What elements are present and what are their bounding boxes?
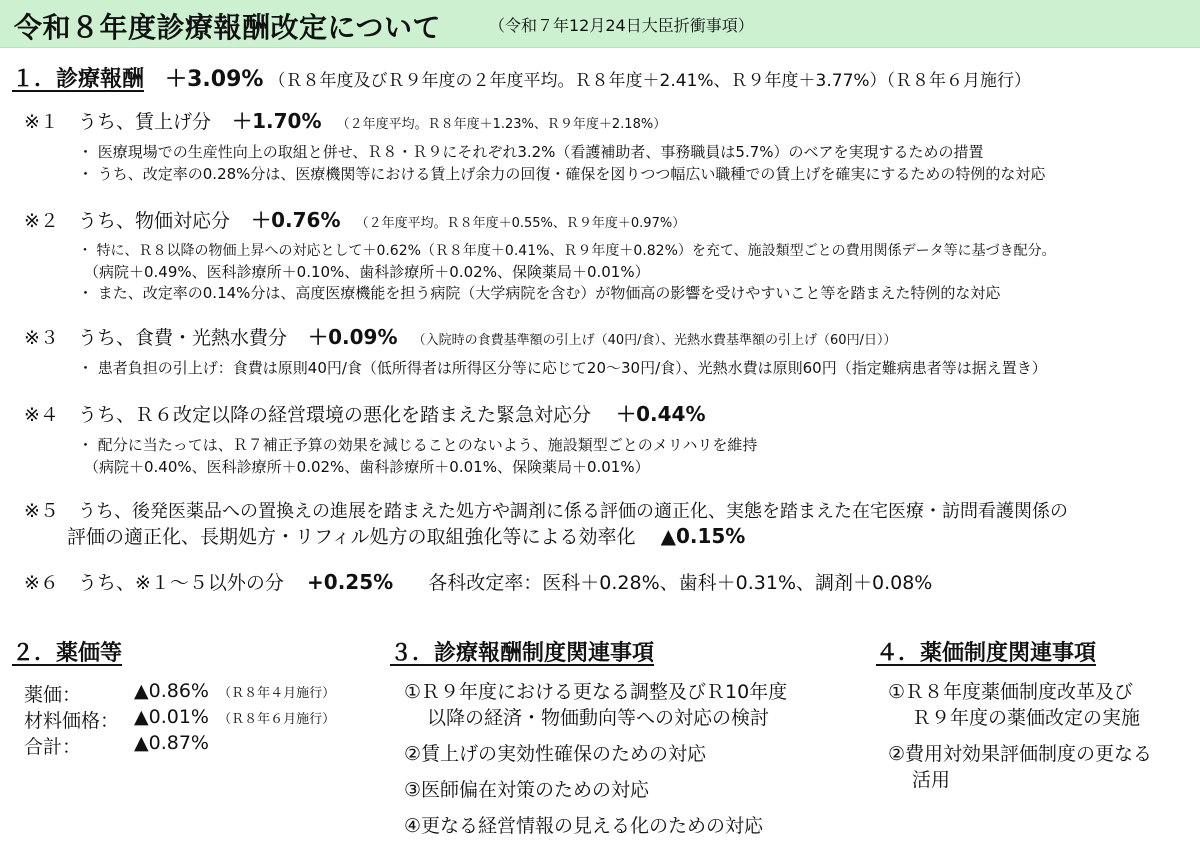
item-2-bullet-1: ・ 特に、Ｒ８以降の物価上昇への対応として＋0.62%（Ｒ８年度＋0.41%、Ｒ９年度＋0.82%）を充て、施設類型ごとの費用関係データ等に基づき配分。 <box>78 243 1056 259</box>
page-title-note: （令和７年12月24日大臣折衝事項） <box>489 16 754 35</box>
item-6-rate: +0.25% <box>307 570 394 594</box>
sec2-row-2-rate: ▲0.01% <box>134 706 209 728</box>
item-1-rate: ＋1.70% <box>232 109 322 133</box>
section-2-heading: ２．薬価等 <box>12 641 123 666</box>
sec3-item-3: ③医師偏在対策のための対応 <box>404 779 650 801</box>
sec3-item-1-line-1: ①Ｒ９年度における更なる調整及びＲ10年度 <box>404 681 788 703</box>
item-5-header <box>24 496 1068 523</box>
item-1-mark: ※１ <box>24 111 59 133</box>
item-6-label: うち、※１～５以外の分 <box>78 572 284 594</box>
item-6-department-rates: 各科改定率：医科＋0.28%、歯科＋0.31%、調剤＋0.08% <box>428 572 933 594</box>
sec4-item-1-line-1: ①Ｒ８年度薬価制度改革及び <box>888 681 1134 703</box>
sec4-item-2-line-2: 活用 <box>912 769 951 791</box>
item-2-note: （２年度平均。Ｒ８年度＋0.55%、Ｒ９年度＋0.97%） <box>355 216 686 231</box>
item-5-rate: ▲0.15% <box>660 524 746 548</box>
section-4-heading: ４．薬価制度関連事項 <box>876 641 1097 666</box>
item-2-bullet-2: ・ また、改定率の0.14%分は、高度医療機能を担う病院（大学病院を含む）が物価高の影響を受けやすいこと等を踏まえた特例的な対応 <box>78 284 1001 302</box>
item-1-note: （２年度平均。Ｒ８年度＋1.23%、Ｒ９年度＋2.18%） <box>336 117 667 132</box>
item-5-line-2: 評価の適正化、長期処方・リフィル処方の取組強化等による効率化 <box>67 526 636 548</box>
sec2-row-3-label: 合計： <box>24 736 82 758</box>
section-1-detail: （Ｒ８年度及びＲ９年度の２年度平均。Ｒ８年度＋2.41%、Ｒ９年度＋3.77%）（Ｒ８年６月施行） <box>268 71 1032 91</box>
sec2-row-2-note: （Ｒ８年６月施行） <box>218 712 336 727</box>
item-6-header <box>24 568 932 595</box>
item-4-bullet-1-breakdown: （病院＋0.40%、医科診療所＋0.02%、歯科診療所＋0.01%、保険薬局＋0.01%） <box>84 458 650 476</box>
sec2-row-1-note: （Ｒ８年４月施行） <box>218 686 336 701</box>
item-5-line-1: うち、後発医薬品への置換えの進展を踏まえた処方や調剤に係る評価の適正化、実態を踏まえた在宅医療・訪問看護関係の <box>78 501 1069 522</box>
item-2-bullet-1-breakdown: （病院＋0.49%、医科診療所＋0.10%、歯科診療所＋0.02%、保険薬局＋0.01%） <box>84 263 650 281</box>
item-4-header <box>24 398 706 427</box>
item-3-mark: ※３ <box>24 327 59 349</box>
page-title: 令和８年度診療報酬改定について <box>14 11 441 44</box>
sec3-item-4: ④更なる経営情報の見える化のための対応 <box>404 815 764 837</box>
sec3-item-2: ②賃上げの実効性確保のための対応 <box>404 743 707 765</box>
item-1-bullet-1: ・ 医療現場での生産性向上の取組と併せ、Ｒ８・Ｒ９にそれぞれ3.2%（看護補助者、事務職員は5.7%）のベアを実現するための措置 <box>78 143 984 161</box>
item-6-mark: ※６ <box>24 572 59 594</box>
section-1-rate: ＋3.09% <box>165 67 264 92</box>
item-1-label: うち、賃上げ分 <box>78 111 212 133</box>
sec2-row-3-rate: ▲0.87% <box>134 732 209 754</box>
item-3-header <box>24 321 896 350</box>
item-4-label: うち、Ｒ６改定以降の経営環境の悪化を踏まえた緊急対応分 <box>78 404 592 426</box>
item-1-bullet-2: ・ うち、改定率の0.28%分は、医療機関等における賃上げ余力の回復・確保を図りつつ幅広い職種での賃上げを確実にするための特例的な対応 <box>78 165 1046 183</box>
item-5-line-2-row <box>67 522 745 549</box>
sec4-item-2-line-1: ②費用対効果評価制度の更なる <box>888 743 1153 765</box>
item-4-mark: ※４ <box>24 404 59 426</box>
item-1-header <box>24 105 666 134</box>
item-4-bullet-1: ・ 配分に当たっては、Ｒ７補正予算の効果を減じることのないよう、施設類型ごとのメリハリを維持 <box>78 436 758 454</box>
sec3-item-1-line-2: 以降の経済・物価動向等への対応の検討 <box>427 707 770 729</box>
title-banner <box>0 0 1200 48</box>
item-2-mark: ※２ <box>24 210 59 232</box>
item-5-mark: ※５ <box>24 500 59 522</box>
item-2-label: うち、物価対応分 <box>78 210 231 232</box>
sec2-row-1-value <box>134 680 335 702</box>
item-3-rate: ＋0.09% <box>308 325 398 349</box>
section-3-heading: ３．診療報酬制度関連事項 <box>390 641 655 666</box>
item-3-bullet-1: ・ 患者負担の引上げ：食費は原則40円/食（低所得者は所得区分等に応じて20～30円/食）、光熱水費は原則60円（指定難病患者等は据え置き） <box>78 359 1047 377</box>
item-4-rate: ＋0.44% <box>616 402 706 426</box>
section-1-header <box>12 62 1031 93</box>
sec2-row-1-rate: ▲0.86% <box>134 680 209 702</box>
item-2-rate: ＋0.76% <box>251 208 341 232</box>
sec2-row-2-value <box>134 706 335 728</box>
item-3-note: （入院時の食費基準額の引上げ（40円/食）、光熱水費基準額の引上げ（60円/日）） <box>412 333 897 348</box>
item-3-label: うち、食費・光熱水費分 <box>78 327 288 349</box>
sec2-row-2-label: 材料価格： <box>24 710 120 732</box>
section-1-heading: １．診療報酬 <box>12 67 145 92</box>
sec4-item-1-line-2: Ｒ９年度の薬価改定の実施 <box>912 707 1141 729</box>
item-2-header <box>24 204 685 233</box>
sec2-row-1-label: 薬価： <box>24 684 82 706</box>
